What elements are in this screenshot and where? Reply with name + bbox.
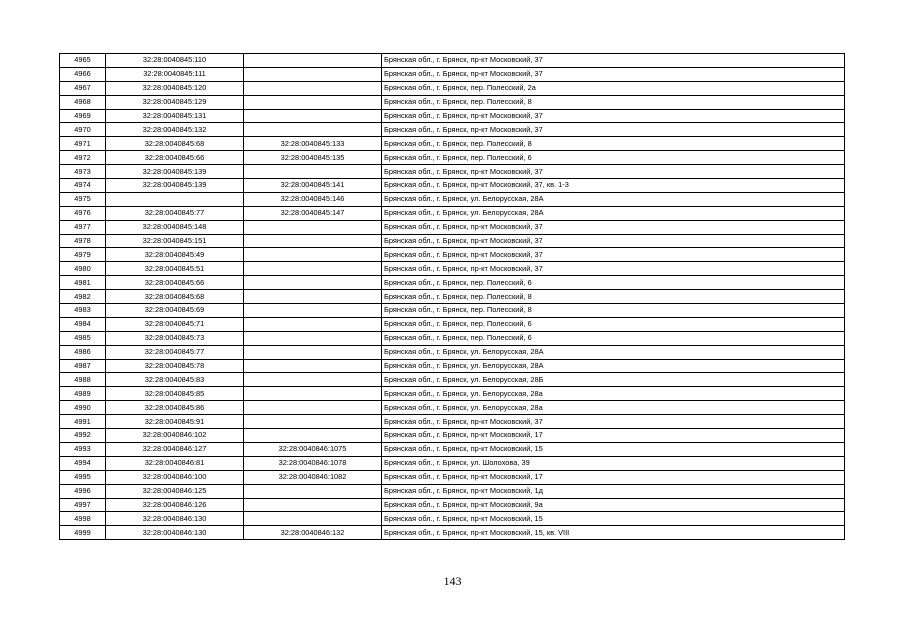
related-cadastral-number-cell <box>244 81 382 95</box>
address-cell: Брянская обл., г. Брянск, пр-кт Московский, 37, кв. 1-3 <box>382 179 845 193</box>
row-number-cell: 4987 <box>60 359 106 373</box>
table-row <box>60 442 845 456</box>
related-cadastral-number-cell <box>244 54 382 68</box>
cadastral-number-cell: 32:28:0040846:126 <box>106 498 244 512</box>
row-number-cell: 4968 <box>60 95 106 109</box>
related-cadastral-number-cell <box>244 262 382 276</box>
address-cell: Брянская обл., г. Брянск, пер. Полесский, 6 <box>382 276 845 290</box>
address-cell: Брянская обл., г. Брянск, пер. Полесский, 8 <box>382 95 845 109</box>
table-row <box>60 192 845 206</box>
cadastral-number-cell: 32:28:0040845:91 <box>106 415 244 429</box>
cadastral-number-cell: 32:28:0040845:77 <box>106 345 244 359</box>
related-cadastral-number-cell: 32:28:0040845:141 <box>244 179 382 193</box>
cadastral-number-cell: 32:28:0040845:151 <box>106 234 244 248</box>
cadastral-number-cell: 32:28:0040845:120 <box>106 81 244 95</box>
table-row <box>60 484 845 498</box>
table-row <box>60 401 845 415</box>
table-row <box>60 373 845 387</box>
cadastral-number-cell: 32:28:0040845:66 <box>106 151 244 165</box>
address-cell: Брянская обл., г. Брянск, ул. Белорусская, 28А <box>382 206 845 220</box>
related-cadastral-number-cell: 32:28:0040846:1082 <box>244 470 382 484</box>
related-cadastral-number-cell <box>244 345 382 359</box>
related-cadastral-number-cell <box>244 290 382 304</box>
address-cell: Брянская обл., г. Брянск, ул. Белорусская, 28А <box>382 192 845 206</box>
table-row <box>60 359 845 373</box>
address-cell: Брянская обл., г. Брянск, пер. Полесский, 6 <box>382 317 845 331</box>
related-cadastral-number-cell: 32:28:0040845:147 <box>244 206 382 220</box>
row-number-cell: 4997 <box>60 498 106 512</box>
address-cell: Брянская обл., г. Брянск, ул. Белорусская, 28Б <box>382 373 845 387</box>
row-number-cell: 4984 <box>60 317 106 331</box>
table-row <box>60 304 845 318</box>
row-number-cell: 4993 <box>60 442 106 456</box>
table-row <box>60 429 845 443</box>
row-number-cell: 4976 <box>60 206 106 220</box>
cadastral-number-cell: 32:28:0040845:86 <box>106 401 244 415</box>
address-cell: Брянская обл., г. Брянск, пр-кт Московский, 37 <box>382 67 845 81</box>
address-cell: Брянская обл., г. Брянск, ул. Белорусская, 28а <box>382 401 845 415</box>
related-cadastral-number-cell: 32:28:0040845:146 <box>244 192 382 206</box>
address-cell: Брянская обл., г. Брянск, пр-кт Московский, 15, кв. VIII <box>382 526 845 540</box>
table-row <box>60 262 845 276</box>
row-number-cell: 4975 <box>60 192 106 206</box>
table-row <box>60 248 845 262</box>
row-number-cell: 4967 <box>60 81 106 95</box>
row-number-cell: 4979 <box>60 248 106 262</box>
related-cadastral-number-cell: 32:28:0040845:133 <box>244 137 382 151</box>
table-row <box>60 290 845 304</box>
row-number-cell: 4965 <box>60 54 106 68</box>
row-number-cell: 4985 <box>60 331 106 345</box>
cadastral-number-cell: 32:28:0040846:130 <box>106 512 244 526</box>
cadastral-number-cell: 32:28:0040845:78 <box>106 359 244 373</box>
table-row <box>60 526 845 540</box>
address-cell: Брянская обл., г. Брянск, пр-кт Московский, 15 <box>382 512 845 526</box>
row-number-cell: 4980 <box>60 262 106 276</box>
address-cell: Брянская обл., г. Брянск, пер. Полесский, 8 <box>382 304 845 318</box>
cadastral-number-cell <box>106 192 244 206</box>
address-cell: Брянская обл., г. Брянск, ул. Белорусская, 28А <box>382 345 845 359</box>
related-cadastral-number-cell <box>244 304 382 318</box>
row-number-cell: 4982 <box>60 290 106 304</box>
related-cadastral-number-cell <box>244 165 382 179</box>
cadastral-number-cell: 32:28:0040846:81 <box>106 456 244 470</box>
cadastral-number-cell: 32:28:0040845:110 <box>106 54 244 68</box>
related-cadastral-number-cell <box>244 67 382 81</box>
cadastral-number-cell: 32:28:0040845:132 <box>106 123 244 137</box>
related-cadastral-number-cell <box>244 401 382 415</box>
row-number-cell: 4986 <box>60 345 106 359</box>
row-number-cell: 4981 <box>60 276 106 290</box>
related-cadastral-number-cell: 32:28:0040846:1078 <box>244 456 382 470</box>
cadastral-number-cell: 32:28:0040846:130 <box>106 526 244 540</box>
address-cell: Брянская обл., г. Брянск, ул. Шолохова, 39 <box>382 456 845 470</box>
related-cadastral-number-cell <box>244 498 382 512</box>
address-cell: Брянская обл., г. Брянск, пр-кт Московский, 17 <box>382 429 845 443</box>
table-row <box>60 151 845 165</box>
row-number-cell: 4994 <box>60 456 106 470</box>
address-cell: Брянская обл., г. Брянск, пр-кт Московский, 37 <box>382 220 845 234</box>
cadastral-number-cell: 32:28:0040845:83 <box>106 373 244 387</box>
cadastral-number-cell: 32:28:0040846:102 <box>106 429 244 443</box>
table-row <box>60 109 845 123</box>
cadastral-number-cell: 32:28:0040846:127 <box>106 442 244 456</box>
row-number-cell: 4999 <box>60 526 106 540</box>
table-row <box>60 498 845 512</box>
cadastral-number-cell: 32:28:0040845:68 <box>106 290 244 304</box>
related-cadastral-number-cell <box>244 512 382 526</box>
address-cell: Брянская обл., г. Брянск, пр-кт Московский, 37 <box>382 415 845 429</box>
related-cadastral-number-cell <box>244 248 382 262</box>
cadastral-number-cell: 32:28:0040845:85 <box>106 387 244 401</box>
address-cell: Брянская обл., г. Брянск, пр-кт Московский, 37 <box>382 262 845 276</box>
related-cadastral-number-cell <box>244 387 382 401</box>
address-cell: Брянская обл., г. Брянск, пр-кт Московский, 37 <box>382 165 845 179</box>
row-number-cell: 4978 <box>60 234 106 248</box>
row-number-cell: 4971 <box>60 137 106 151</box>
table-row <box>60 470 845 484</box>
address-cell: Брянская обл., г. Брянск, пр-кт Московский, 9а <box>382 498 845 512</box>
address-cell: Брянская обл., г. Брянск, ул. Белорусская, 28А <box>382 359 845 373</box>
cadastral-number-cell: 32:28:0040845:71 <box>106 317 244 331</box>
related-cadastral-number-cell <box>244 276 382 290</box>
related-cadastral-number-cell <box>244 123 382 137</box>
cadastral-number-cell: 32:28:0040845:49 <box>106 248 244 262</box>
row-number-cell: 4990 <box>60 401 106 415</box>
related-cadastral-number-cell <box>244 95 382 109</box>
cadastral-number-cell: 32:28:0040845:139 <box>106 165 244 179</box>
row-number-cell: 4989 <box>60 387 106 401</box>
related-cadastral-number-cell <box>244 109 382 123</box>
related-cadastral-number-cell: 32:28:0040846:132 <box>244 526 382 540</box>
cadastral-number-cell: 32:28:0040845:77 <box>106 206 244 220</box>
row-number-cell: 4974 <box>60 179 106 193</box>
row-number-cell: 4998 <box>60 512 106 526</box>
cadastral-number-cell: 32:28:0040845:129 <box>106 95 244 109</box>
related-cadastral-number-cell <box>244 220 382 234</box>
table-row <box>60 276 845 290</box>
related-cadastral-number-cell <box>244 484 382 498</box>
table-row <box>60 345 845 359</box>
related-cadastral-number-cell <box>244 317 382 331</box>
address-cell: Брянская обл., г. Брянск, пр-кт Московский, 15 <box>382 442 845 456</box>
cadastral-number-cell: 32:28:0040845:51 <box>106 262 244 276</box>
row-number-cell: 4996 <box>60 484 106 498</box>
table-row <box>60 165 845 179</box>
row-number-cell: 4969 <box>60 109 106 123</box>
cadastral-number-cell: 32:28:0040845:148 <box>106 220 244 234</box>
table-row <box>60 387 845 401</box>
row-number-cell: 4991 <box>60 415 106 429</box>
related-cadastral-number-cell <box>244 234 382 248</box>
address-cell: Брянская обл., г. Брянск, пр-кт Московский, 1д <box>382 484 845 498</box>
address-cell: Брянская обл., г. Брянск, пер. Полесский, 6 <box>382 331 845 345</box>
cadastral-number-cell: 32:28:0040846:125 <box>106 484 244 498</box>
row-number-cell: 4972 <box>60 151 106 165</box>
cadastral-number-cell: 32:28:0040845:68 <box>106 137 244 151</box>
cadastral-number-cell: 32:28:0040845:73 <box>106 331 244 345</box>
row-number-cell: 4966 <box>60 67 106 81</box>
row-number-cell: 4995 <box>60 470 106 484</box>
row-number-cell: 4970 <box>60 123 106 137</box>
cadastral-number-cell: 32:28:0040845:111 <box>106 67 244 81</box>
table-row <box>60 67 845 81</box>
cadastral-number-cell: 32:28:0040845:69 <box>106 304 244 318</box>
row-number-cell: 4983 <box>60 304 106 318</box>
table-row <box>60 317 845 331</box>
row-number-cell: 4977 <box>60 220 106 234</box>
address-cell: Брянская обл., г. Брянск, пр-кт Московский, 37 <box>382 248 845 262</box>
table-row <box>60 234 845 248</box>
address-cell: Брянская обл., г. Брянск, пр-кт Московский, 17 <box>382 470 845 484</box>
table-row <box>60 331 845 345</box>
row-number-cell: 4973 <box>60 165 106 179</box>
cadastral-number-cell: 32:28:0040845:66 <box>106 276 244 290</box>
cadastral-number-cell: 32:28:0040846:100 <box>106 470 244 484</box>
row-number-cell: 4992 <box>60 429 106 443</box>
table-row <box>60 206 845 220</box>
address-cell: Брянская обл., г. Брянск, пр-кт Московский, 37 <box>382 54 845 68</box>
address-cell: Брянская обл., г. Брянск, пр-кт Московский, 37 <box>382 109 845 123</box>
table-row <box>60 54 845 68</box>
page-number: 143 <box>443 574 462 588</box>
address-cell: Брянская обл., г. Брянск, ул. Белорусская, 28а <box>382 387 845 401</box>
address-cell: Брянская обл., г. Брянск, пер. Полесский, 8 <box>382 290 845 304</box>
related-cadastral-number-cell <box>244 373 382 387</box>
table-row <box>60 123 845 137</box>
table-row <box>60 81 845 95</box>
address-cell: Брянская обл., г. Брянск, пер. Полесский, 8 <box>382 137 845 151</box>
related-cadastral-number-cell <box>244 415 382 429</box>
related-cadastral-number-cell: 32:28:0040846:1075 <box>244 442 382 456</box>
registry-table <box>59 53 845 540</box>
table-row <box>60 95 845 109</box>
table-row <box>60 220 845 234</box>
table-row <box>60 179 845 193</box>
related-cadastral-number-cell <box>244 429 382 443</box>
cadastral-number-cell: 32:28:0040845:131 <box>106 109 244 123</box>
registry-table-body <box>60 54 845 540</box>
table-row <box>60 415 845 429</box>
cadastral-number-cell: 32:28:0040845:139 <box>106 179 244 193</box>
address-cell: Брянская обл., г. Брянск, пер. Полесский, 6 <box>382 151 845 165</box>
address-cell: Брянская обл., г. Брянск, пер. Полесский, 2а <box>382 81 845 95</box>
address-cell: Брянская обл., г. Брянск, пр-кт Московский, 37 <box>382 123 845 137</box>
related-cadastral-number-cell <box>244 331 382 345</box>
row-number-cell: 4988 <box>60 373 106 387</box>
table-row <box>60 137 845 151</box>
address-cell: Брянская обл., г. Брянск, пр-кт Московский, 37 <box>382 234 845 248</box>
table-row <box>60 512 845 526</box>
table-row <box>60 456 845 470</box>
related-cadastral-number-cell <box>244 359 382 373</box>
related-cadastral-number-cell: 32:28:0040845:135 <box>244 151 382 165</box>
